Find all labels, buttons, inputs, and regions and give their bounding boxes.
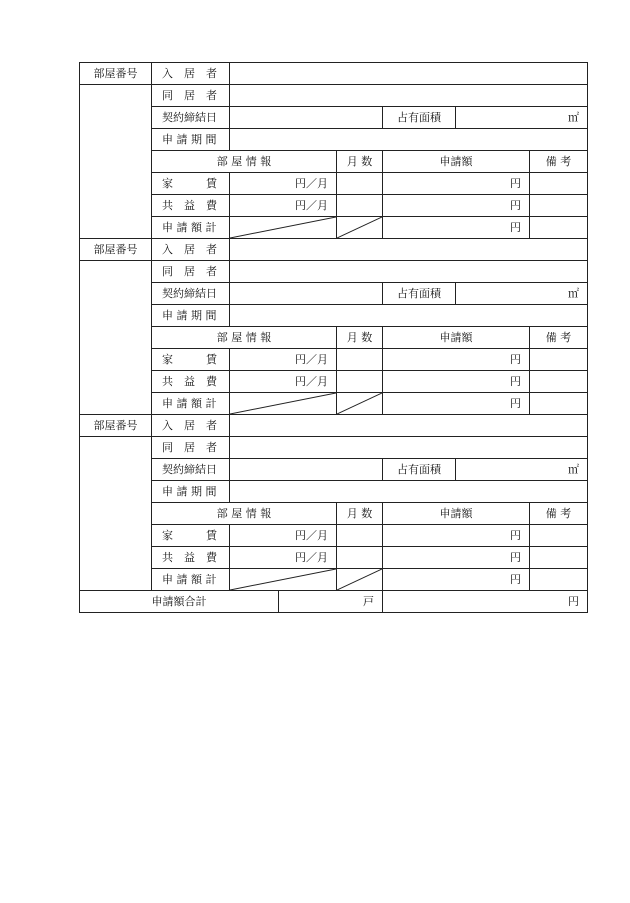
total-label: 申 請 額 計 — [152, 393, 230, 415]
rent-label: 家 賃 — [152, 349, 230, 371]
room-number-label: 部屋番号 — [80, 63, 152, 85]
room-info-header: 部 屋 情 報 — [152, 503, 337, 525]
common-fee-monthly-field[interactable] — [230, 371, 337, 393]
rent-label: 家 賃 — [152, 173, 230, 195]
diagonal-strike-icon — [337, 569, 382, 590]
rent-amount-field[interactable] — [383, 349, 530, 371]
cohabitant-field[interactable] — [230, 437, 588, 459]
rent-yen-unit: 円 — [510, 177, 521, 190]
cohabitant-label: 同 居 者 — [152, 261, 230, 283]
rent-monthly-field[interactable] — [230, 349, 337, 371]
summary-units-unit: 戸 — [363, 595, 374, 608]
common-fee-remarks-field[interactable] — [530, 195, 588, 217]
total-months-crossed-cell — [337, 217, 383, 239]
cohabitant-field[interactable] — [230, 261, 588, 283]
period-row — [80, 481, 588, 503]
summary-units-field[interactable] — [279, 591, 383, 613]
contract-row — [80, 283, 588, 305]
occupant-field[interactable] — [230, 415, 588, 437]
rent-unit: 円／月 — [295, 353, 328, 366]
occupant-field[interactable] — [230, 239, 588, 261]
occupant-label: 入 居 者 — [152, 239, 230, 261]
rent-amount-field[interactable] — [383, 525, 530, 547]
area-field[interactable] — [456, 107, 588, 129]
total-row — [80, 569, 588, 591]
cohabitant-row — [80, 85, 588, 107]
common-fee-yen-unit: 円 — [510, 199, 521, 212]
summary-yen-unit: 円 — [568, 595, 579, 608]
rent-yen-unit: 円 — [510, 353, 521, 366]
total-amount-field[interactable] — [383, 393, 530, 415]
period-label: 申 請 期 間 — [152, 129, 230, 151]
occupant-label: 入 居 者 — [152, 415, 230, 437]
total-monthly-crossed-cell — [230, 393, 337, 415]
rent-row — [80, 349, 588, 371]
rent-amount-field[interactable] — [383, 173, 530, 195]
rooms-body — [80, 63, 588, 591]
common-fee-unit: 円／月 — [295, 551, 328, 564]
occupant-row — [80, 239, 588, 261]
common-fee-remarks-field[interactable] — [530, 371, 588, 393]
common-fee-label: 共 益 費 — [152, 371, 230, 393]
common-fee-yen-unit: 円 — [510, 375, 521, 388]
cohabitant-label: 同 居 者 — [152, 85, 230, 107]
total-months-crossed-cell — [337, 393, 383, 415]
contract-date-label: 契約締結日 — [152, 283, 230, 305]
rent-unit: 円／月 — [295, 177, 328, 190]
room-info-header: 部 屋 情 報 — [152, 327, 337, 349]
room-number-field[interactable] — [80, 85, 152, 239]
summary-amount-field[interactable] — [383, 591, 588, 613]
contract-date-field[interactable] — [230, 283, 383, 305]
header-row — [80, 327, 588, 349]
diagonal-strike-icon — [337, 393, 382, 414]
common-fee-row — [80, 547, 588, 569]
total-row — [80, 393, 588, 415]
room-number-label: 部屋番号 — [80, 415, 152, 437]
contract-date-label: 契約締結日 — [152, 459, 230, 481]
rent-row — [80, 525, 588, 547]
rent-remarks-field[interactable] — [530, 349, 588, 371]
contract-date-field[interactable] — [230, 107, 383, 129]
header-row — [80, 503, 588, 525]
header-row — [80, 151, 588, 173]
common-fee-row — [80, 371, 588, 393]
total-amount-field[interactable] — [383, 569, 530, 591]
months-header: 月 数 — [337, 503, 383, 525]
diagonal-strike-icon — [337, 217, 382, 238]
occupant-row — [80, 415, 588, 437]
diagonal-strike-icon — [230, 393, 336, 414]
common-fee-unit: 円／月 — [295, 199, 328, 212]
area-label: 占有面積 — [383, 459, 456, 481]
occupant-label: 入 居 者 — [152, 63, 230, 85]
contract-row — [80, 459, 588, 481]
area-unit: ㎡ — [568, 111, 579, 124]
common-fee-amount-field[interactable] — [383, 547, 530, 569]
contract-row — [80, 107, 588, 129]
diagonal-strike-icon — [230, 569, 336, 590]
common-fee-months-field[interactable] — [337, 371, 383, 393]
area-label: 占有面積 — [383, 283, 456, 305]
common-fee-amount-field[interactable] — [383, 371, 530, 393]
total-remarks-field[interactable] — [530, 569, 588, 591]
common-fee-remarks-field[interactable] — [530, 547, 588, 569]
total-yen-unit: 円 — [510, 221, 521, 234]
total-monthly-crossed-cell — [230, 217, 337, 239]
rent-monthly-field[interactable] — [230, 173, 337, 195]
total-yen-unit: 円 — [510, 397, 521, 410]
common-fee-monthly-field[interactable] — [230, 547, 337, 569]
period-field[interactable] — [230, 305, 588, 327]
total-monthly-crossed-cell — [230, 569, 337, 591]
contract-date-field[interactable] — [230, 459, 383, 481]
rent-unit: 円／月 — [295, 529, 328, 542]
period-row — [80, 305, 588, 327]
cohabitant-field[interactable] — [230, 85, 588, 107]
cohabitant-row — [80, 437, 588, 459]
occupant-field[interactable] — [230, 63, 588, 85]
rent-months-field[interactable] — [337, 349, 383, 371]
summary-label: 申請額合計 — [80, 591, 279, 613]
common-fee-amount-field[interactable] — [383, 195, 530, 217]
remarks-header: 備 考 — [530, 151, 588, 173]
period-row — [80, 129, 588, 151]
area-field[interactable] — [456, 459, 588, 481]
occupant-row — [80, 63, 588, 85]
rent-remarks-field[interactable] — [530, 173, 588, 195]
common-fee-months-field[interactable] — [337, 195, 383, 217]
area-label: 占有面積 — [383, 107, 456, 129]
rent-monthly-field[interactable] — [230, 525, 337, 547]
total-amount-field[interactable] — [383, 217, 530, 239]
rent-months-field[interactable] — [337, 525, 383, 547]
period-field[interactable] — [230, 129, 588, 151]
cohabitant-label: 同 居 者 — [152, 437, 230, 459]
months-header: 月 数 — [337, 151, 383, 173]
period-label: 申 請 期 間 — [152, 481, 230, 503]
area-unit: ㎡ — [568, 463, 579, 476]
room-application-table — [79, 62, 588, 613]
summary-row — [80, 591, 588, 613]
area-field[interactable] — [456, 283, 588, 305]
total-label: 申 請 額 計 — [152, 217, 230, 239]
diagonal-strike-icon — [230, 217, 336, 238]
cohabitant-row — [80, 261, 588, 283]
room-number-label: 部屋番号 — [80, 239, 152, 261]
rent-row — [80, 173, 588, 195]
months-header: 月 数 — [337, 327, 383, 349]
remarks-header: 備 考 — [530, 327, 588, 349]
common-fee-months-field[interactable] — [337, 547, 383, 569]
common-fee-label: 共 益 費 — [152, 547, 230, 569]
amount-header: 申請額 — [383, 151, 530, 173]
total-row — [80, 217, 588, 239]
common-fee-label: 共 益 費 — [152, 195, 230, 217]
rent-yen-unit: 円 — [510, 529, 521, 542]
total-months-crossed-cell — [337, 569, 383, 591]
common-fee-unit: 円／月 — [295, 375, 328, 388]
room-number-field[interactable] — [80, 261, 152, 415]
amount-header: 申請額 — [383, 327, 530, 349]
common-fee-row — [80, 195, 588, 217]
contract-date-label: 契約締結日 — [152, 107, 230, 129]
period-field[interactable] — [230, 481, 588, 503]
common-fee-monthly-field[interactable] — [230, 195, 337, 217]
rent-remarks-field[interactable] — [530, 525, 588, 547]
total-label: 申 請 額 計 — [152, 569, 230, 591]
amount-header: 申請額 — [383, 503, 530, 525]
rent-months-field[interactable] — [337, 173, 383, 195]
total-yen-unit: 円 — [510, 573, 521, 586]
room-number-field[interactable] — [80, 437, 152, 591]
room-info-header: 部 屋 情 報 — [152, 151, 337, 173]
rent-label: 家 賃 — [152, 525, 230, 547]
total-remarks-field[interactable] — [530, 217, 588, 239]
area-unit: ㎡ — [568, 287, 579, 300]
period-label: 申 請 期 間 — [152, 305, 230, 327]
total-remarks-field[interactable] — [530, 393, 588, 415]
remarks-header: 備 考 — [530, 503, 588, 525]
common-fee-yen-unit: 円 — [510, 551, 521, 564]
